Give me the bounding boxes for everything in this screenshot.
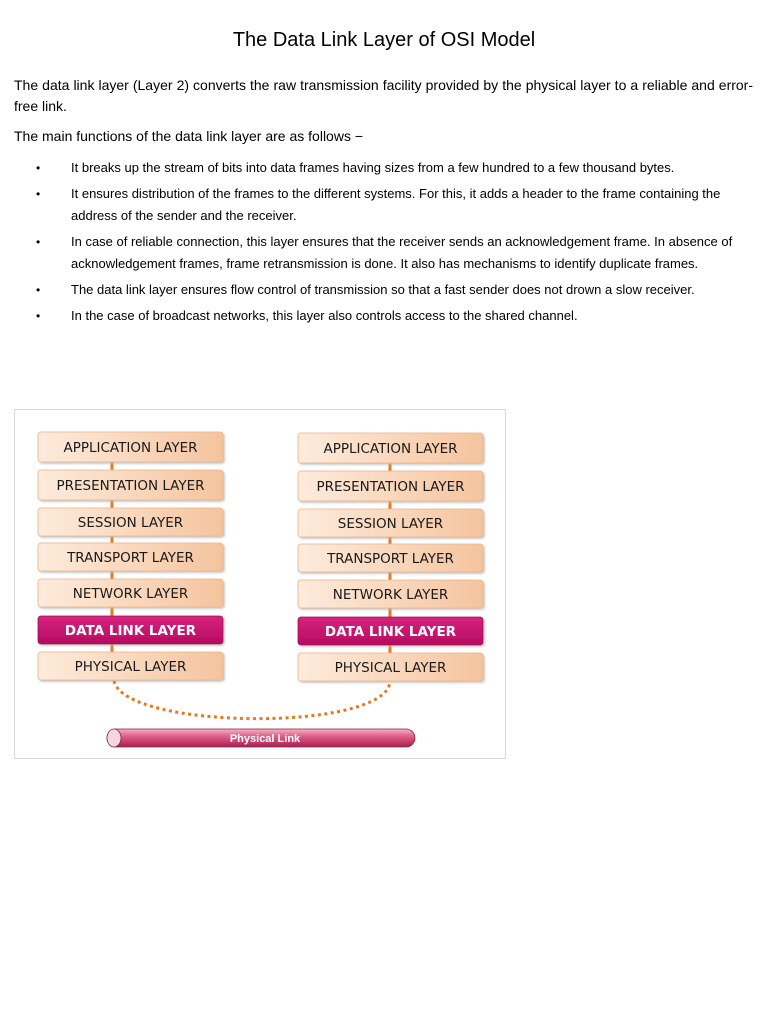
left-layer-label: TRANSPORT LAYER bbox=[67, 550, 194, 566]
list-item-text: In the case of broadcast networks, this layer also controls access to the shared channel. bbox=[71, 308, 578, 323]
functions-list bbox=[0, 157, 768, 331]
right-layer-label: NETWORK LAYER bbox=[332, 587, 449, 603]
bullet-icon: • bbox=[36, 187, 41, 201]
bullet-icon: • bbox=[36, 309, 41, 323]
right-layer-label: PRESENTATION LAYER bbox=[316, 479, 465, 495]
left-layer-label: APPLICATION LAYER bbox=[63, 440, 198, 456]
left-layer-label: PHYSICAL LAYER bbox=[74, 659, 187, 675]
list-item bbox=[0, 231, 768, 275]
bullet-icon: • bbox=[36, 283, 41, 297]
list-item-text: It breaks up the stream of bits into data frames having sizes from a few hundred to a few thousand bytes. bbox=[71, 160, 675, 175]
list-item bbox=[0, 157, 768, 179]
right-layer-label: TRANSPORT LAYER bbox=[327, 551, 454, 567]
list-item-text: It ensures distribution of the frames to the different systems. For this, it adds a header to the frame containing the address of the sender and the receiver. bbox=[71, 186, 721, 223]
list-item bbox=[0, 279, 768, 301]
list-item-text: In case of reliable connection, this layer ensures that the receiver sends an acknowledgement frame. In absence of acknowledgement frames, frame retransmission is done. It also has mechanisms to identify duplicate frames. bbox=[71, 234, 733, 271]
functions-lead: The main functions of the data link layer are as follows − bbox=[14, 128, 364, 144]
cable-end-icon bbox=[107, 729, 121, 747]
page-title: The Data Link Layer of OSI Model bbox=[232, 29, 536, 51]
osi-diagram bbox=[15, 410, 505, 758]
left-layer-label: PRESENTATION LAYER bbox=[56, 478, 205, 494]
osi-diagram-figure bbox=[14, 409, 506, 759]
right-layer-label: DATA LINK LAYER bbox=[324, 624, 457, 640]
right-layer-label: APPLICATION LAYER bbox=[323, 441, 458, 457]
list-item-text: The data link layer ensures flow control of transmission so that a fast sender does not drown a slow receiver. bbox=[71, 282, 695, 297]
left-layer-label: SESSION LAYER bbox=[77, 515, 184, 531]
intro-paragraph: The data link layer (Layer 2) converts the raw transmission facility provided by the physical layer to a reliable and error-free link. bbox=[14, 77, 753, 114]
left-osi-stack bbox=[38, 432, 223, 680]
right-layer-label: PHYSICAL LAYER bbox=[334, 660, 447, 676]
physical-link-curve bbox=[114, 681, 390, 719]
left-layer-label: DATA LINK LAYER bbox=[64, 623, 197, 639]
physical-link-label: Physical Link bbox=[229, 733, 301, 745]
list-item bbox=[0, 305, 768, 327]
left-layer-label: NETWORK LAYER bbox=[72, 586, 189, 602]
physical-link-cable bbox=[107, 729, 415, 747]
bullet-icon: • bbox=[36, 161, 41, 175]
right-layer-label: SESSION LAYER bbox=[337, 516, 444, 532]
bullet-icon: • bbox=[36, 235, 41, 249]
list-item bbox=[0, 183, 768, 227]
